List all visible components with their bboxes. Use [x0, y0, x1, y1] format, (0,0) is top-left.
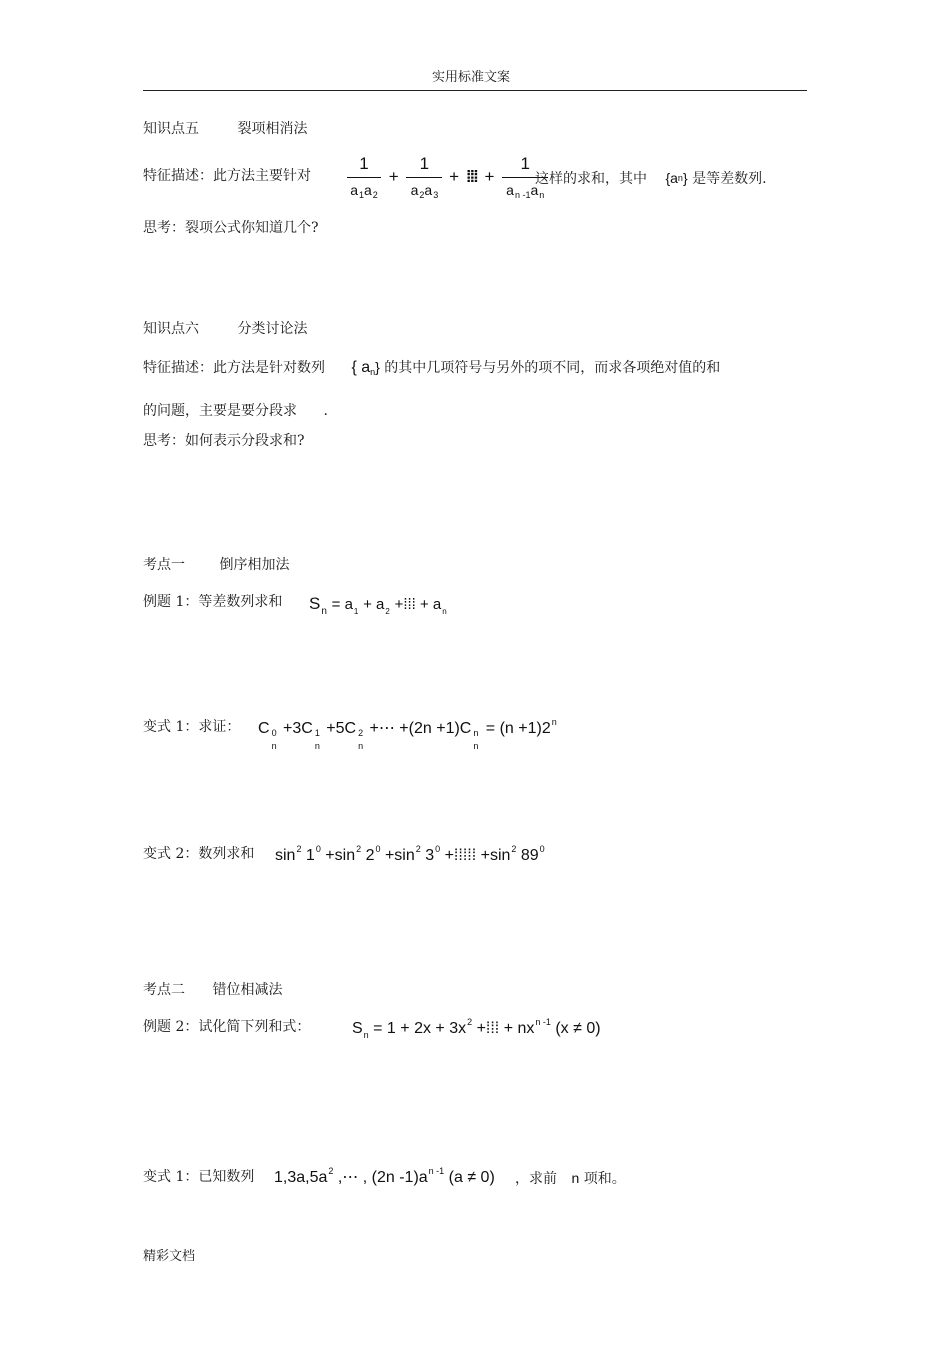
plus-sign: + [388, 166, 399, 186]
k5-formula [347, 154, 548, 201]
p2-variant1-formula: $1,3a,5a^2$ ,⋯ , (2n $-1)a^{n -1}$ (a ≠ 0) [274, 1166, 495, 1186]
sequence-an: {an} [665, 170, 688, 186]
sequence-an: { an} [351, 359, 380, 377]
section-k6-heading [143, 320, 307, 338]
k5-heading-label: 知识点五 [143, 121, 199, 137]
p1-variant2-label: 变式 2：数列求和 [143, 846, 255, 862]
fraction-1 [347, 154, 381, 201]
fraction-3-denominator: $a_{n -1}a_n$ [502, 177, 548, 201]
k6-description-line2: 的问题，主要是要分段求 . [143, 403, 328, 419]
plus-sign: + [449, 166, 460, 186]
p1-example1-formula: $S_n = a_1 + a_2$ +⁞⁞⁞ + $a_n$ [309, 594, 447, 617]
header-divider [143, 90, 807, 91]
page-header-title: 实用标准文案 [432, 70, 511, 85]
section-k5-heading [143, 120, 307, 138]
k6-think: 思考：如何表示分段求和? [143, 433, 305, 449]
fraction-2 [406, 154, 442, 201]
ellipsis-bars: ⁞⁞⁞ [465, 166, 477, 186]
k5-description-tail: 这样的求和，其中 {an} 是等差数列. [535, 170, 767, 187]
section-p2-heading [143, 981, 282, 999]
p2-method-label: 错位相减法 [212, 982, 283, 998]
fraction-1-numerator: 1 [359, 154, 369, 173]
p2-example2-label: 例题 2：试化简下列和式： [143, 1019, 311, 1035]
k5-method-label: 裂项相消法 [237, 121, 308, 137]
p1-variant1-label: 变式 1：求证： [143, 719, 241, 735]
p1-method-label: 倒序相加法 [219, 557, 290, 573]
k5-description: 特征描述：此方法主要针对 [143, 168, 311, 184]
fraction-3-numerator: 1 [520, 154, 530, 173]
p1-example1-label: 例题 1：等差数列求和 [143, 594, 283, 610]
fraction-2-denominator: $a_2a_3$ [406, 177, 442, 201]
page-footer: 精彩文档 [143, 1249, 196, 1264]
p2-heading-label: 考点二 [143, 982, 185, 998]
p2-variant1-label: 变式 1：已知数列 [143, 1169, 255, 1185]
p2-variant1-tail: ，求前 n 项和。 [515, 1170, 626, 1187]
k6-method-label: 分类讨论法 [237, 321, 308, 337]
fraction-1-denominator: $a_1a_2$ [347, 177, 381, 201]
p1-variant1-formula: C 0 n +3C 1 n +5C 2 n +⋯ +(2n +1)C n n = $(n +1)2^n$ [258, 717, 557, 751]
plus-sign: + [484, 166, 495, 186]
k5-think: 思考：裂项公式你知道几个? [143, 220, 319, 236]
p1-heading-label: 考点一 [143, 557, 185, 573]
k6-description-line1: 特征描述：此方法是针对数列 { an} 的其中几项符号与另外的项不同，而求各项绝对值的和 [143, 359, 721, 377]
section-p1-heading [143, 556, 289, 574]
p1-variant2-formula: $\sin^2 1^0 +\sin^2$ $2^0 +\sin^2$ $3^0$ +⁞⁞⁞⁞⁞ $+\sin^2$ $89^0$ [275, 844, 545, 864]
fraction-2-numerator: 1 [419, 154, 430, 173]
p2-example2-formula: $S_n = 1 + 2x + 3x^2$ +⁞⁞⁞ + $nx^{n -1}$ (x ≠ 0) [352, 1017, 601, 1040]
k6-heading-label: 知识点六 [143, 321, 199, 337]
